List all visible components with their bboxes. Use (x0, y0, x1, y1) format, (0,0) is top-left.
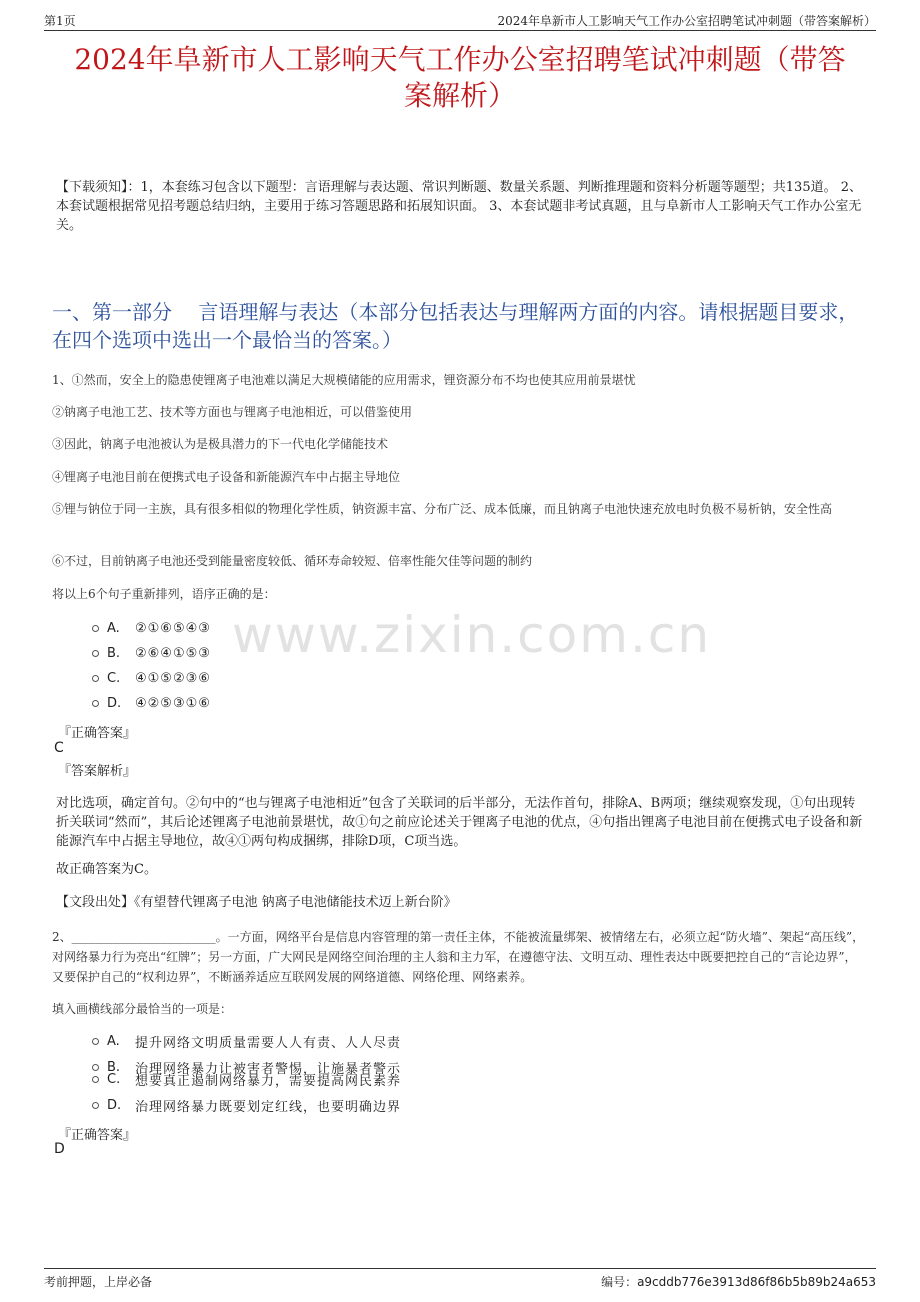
option-letter: B. (107, 645, 121, 661)
q1-analysis: 对比选项，确定首句。②句中的“也与锂离子电池相近”包含了关联词的后半部分，无法作首句，排除A、B两项；继续观察发现，①句出现转折关联词“然而”，其后论述锂离子电池前景堪忧，故①句之前应论述关于锂离子电池的优点，④句指出锂离子电池目前在便携式电子设备和新能源汽车中占据主导地位，故④①两句构成捆绑，排除D项，C项当选。 (56, 796, 863, 849)
radio-icon[interactable] (92, 625, 99, 632)
page-footer (44, 1268, 876, 1291)
q1-answer: C (54, 740, 64, 756)
option-text: 提升网络文明质量需要人人有责、人人尽责 (135, 1035, 402, 1051)
q1-source: 【文段出处】《有望替代锂离子电池 钠离子电池储能技术迈上新台阶》 (56, 895, 457, 910)
option-letter: D. (107, 1097, 122, 1113)
option-letter: D. (107, 695, 122, 711)
radio-icon[interactable] (92, 650, 99, 657)
title-line-1: 2024年阜新市人工影响天气工作办公室招聘笔试冲刺题（带答 (74, 43, 846, 76)
option-text: ②①⑥⑤④③ (135, 620, 211, 636)
q1-prompt: 将以上6个句子重新排列，语序正确的是： (52, 587, 276, 601)
section-heading: 一、第一部分 言语理解与表达（本部分包括表达与理解两方面的内容。请根据题目要求，在四个选项中选出一个最恰当的答案。） (52, 300, 859, 352)
document-title (40, 42, 880, 114)
radio-icon[interactable] (92, 675, 99, 682)
radio-icon[interactable] (92, 1102, 99, 1109)
running-header (44, 10, 876, 31)
q1-sentence-4: ④锂离子电池目前在便携式电子设备和新能源汽车中占据主导地位 (52, 470, 401, 484)
option-text: ②⑥④①⑤③ (135, 645, 211, 661)
option-letter: A. (107, 620, 120, 636)
download-notice: 【下载须知】：1，本套练习包含以下题型：言语理解与表达题、常识判断题、数量关系题、判断推理题和资料分析题等题型；共135道。 2、本套试题根据常见招考题总结归纳，主要用于练习答题思路和拓展知识面。 3、本套试题非考试真题，且与阜新市人工影响天气工作办公室无关。 (56, 180, 862, 233)
option-text: 想要真正遏制网络暴力，需要提高网民素养 (135, 1073, 402, 1089)
q1-sentence-5: ⑤锂与钠位于同一主族，具有很多相似的物理化学性质，钠资源丰富、分布广泛、成本低廉，而且钠离子电池快速充放电时负极不易析钠，安全性高 (52, 502, 833, 516)
q1-answer-label: 『正确答案』 (58, 726, 137, 741)
option-text: 治理网络暴力让被害者警惕，让施暴者警示 (135, 1061, 402, 1077)
q1-sentence-6: ⑥不过，目前钠离子电池还受到能量密度较低、循环寿命较短、倍率性能欠佳等问题的制约 (52, 554, 533, 568)
option-letter: C. (107, 670, 121, 686)
radio-icon[interactable] (92, 700, 99, 707)
q1-option-d[interactable] (92, 694, 211, 712)
q2-answer-label: 『正确答案』 (58, 1128, 137, 1143)
watermark: www.zixin.com.cn (232, 606, 712, 664)
radio-icon[interactable] (92, 1038, 99, 1045)
q2-stem: 2、________________________。一方面，网络平台是信息内容管理的第一责任主体，不能被流量绑架、被情绪左右，必须立起“防火墙”、架起“高压线”，对网络暴力行为亮出“红牌”；另一方面，广大网民是网络空间治理的主人翁和主力军，在遵德守法、文明互动、理性表达中既要把控自己的“言论边界”，又要保护自己的“权利边界”，不断涵养适应互联网发展的网络道德、网络伦理、网络素养。 (52, 930, 865, 984)
page-number: 第1页 (44, 14, 76, 28)
option-text: ④②⑤③①⑥ (135, 695, 211, 711)
document-id: 编号：a9cddb776e3913d86f86b5b89b24a653 (601, 1275, 876, 1289)
footer-slogan: 考前押题，上岸必备 (44, 1275, 153, 1289)
q2-option-a[interactable] (92, 1032, 401, 1050)
q1-option-a[interactable] (92, 619, 211, 637)
option-letter: C. (107, 1071, 121, 1087)
option-text: 治理网络暴力既要划定红线，也要明确边界 (135, 1099, 402, 1115)
q1-option-b[interactable] (92, 644, 211, 662)
title-line-2: 案解析） (403, 79, 516, 112)
q1-option-c[interactable] (92, 669, 211, 687)
q2-option-c[interactable] (92, 1070, 401, 1088)
radio-icon[interactable] (92, 1076, 99, 1083)
q1-sentence-1: 1、①然而，安全上的隐患使锂离子电池难以满足大规模储能的应用需求，锂资源分布不均也使其应用前景堪忧 (52, 373, 636, 387)
running-title: 2024年阜新市人工影响天气工作办公室招聘笔试冲刺题（带答案解析） (497, 14, 876, 28)
option-letter: A. (107, 1033, 120, 1049)
q1-sentence-3: ③因此，钠离子电池被认为是极具潜力的下一代电化学储能技术 (52, 437, 389, 451)
q1-sentence-2: ②钠离子电池工艺、技术等方面也与锂离子电池相近，可以借鉴使用 (52, 405, 413, 419)
q2-option-d[interactable] (92, 1096, 401, 1114)
q2-answer: D (54, 1141, 65, 1157)
q2-prompt: 填入画横线部分最恰当的一项是： (52, 1002, 233, 1016)
q1-conclusion: 故正确答案为C。 (56, 862, 157, 877)
q1-analysis-label: 『答案解析』 (58, 764, 137, 779)
option-text: ④①⑤②③⑥ (135, 670, 211, 686)
option-letter: B. (107, 1059, 121, 1075)
